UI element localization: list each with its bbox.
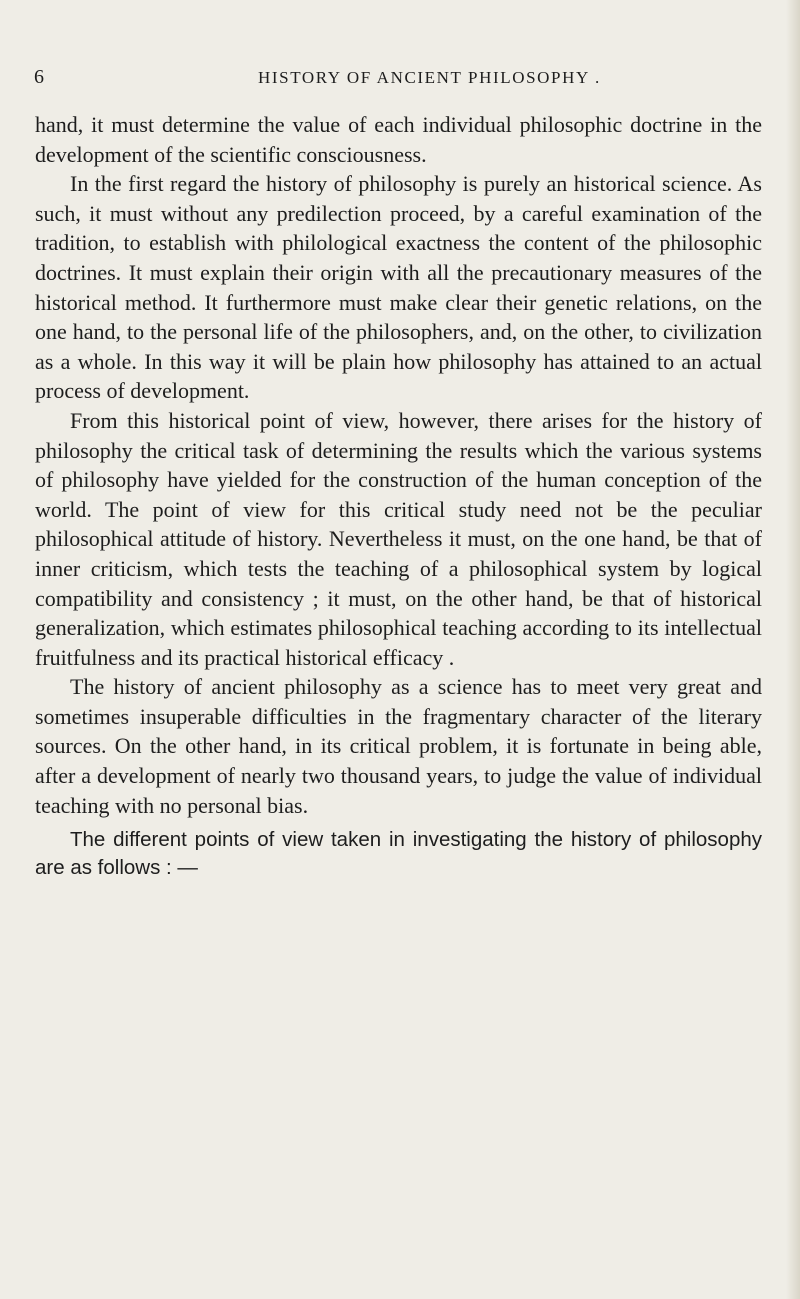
page-number: 6 (34, 66, 45, 88)
paragraph-difficulties: The history of ancient philosophy as a science has to meet very great and sometimes insuperable difficulties in the fragmentary character of the literary sources. On the other hand, in its critical problem, it is fortunate in being able, after a development of nearly two thousand years, to judge the value of individual teaching with no personal bias. (35, 674, 762, 818)
page-header (34, 66, 734, 92)
body-text (35, 110, 762, 882)
paragraph-points-of-view: The different points of view taken in investigating the history of philosophy are as follows : — (35, 828, 762, 880)
running-title: HISTORY OF ANCIENT PHILOSOPHY . (258, 68, 601, 87)
paragraph-continuation: hand, it must determine the value of each individual philosophic doctrine in the development of the scientific consciousness. (35, 112, 762, 167)
page-edge-shadow (786, 0, 800, 1299)
paragraph-critical-task: From this historical point of view, however, there arises for the history of philosophy the critical task of determining the results which the various systems of philosophy have yielded for the construction of the human conception of the world. The point of view for this critical study need not be the peculiar philosophical attitude of history. Nevertheless it must, on the one hand, be that of inner criticism, which tests the teaching of a philosophical system by logical compatibility and consistency ; it must, on the other hand, be that of historical generalization, which estimates philosophical teaching according to its intellectual fruitfulness and its practical historical efficacy . (35, 407, 762, 670)
paragraph-historical-science: In the first regard the history of philosophy is purely an historical science. As such, it must without any predilection proceed, by a careful examination of the tradition, to establish with philological exactness the content of the philosophic doctrines. It must explain their origin with all the precautionary measures of the historical method. It furthermore must make clear their genetic relations, on the one hand, to the personal life of the philosophers, and, on the other, to civilization as a whole. In this way it will be plain how philosophy has attained to an actual process of development. (35, 171, 762, 404)
